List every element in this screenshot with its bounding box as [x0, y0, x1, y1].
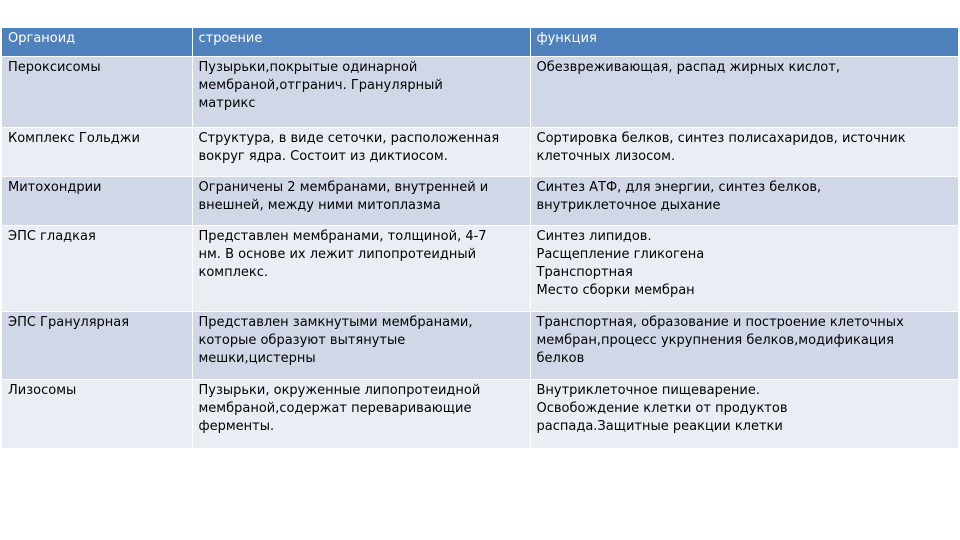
function-cell: Транспортная, образование и построение клеточных мембран,процесс укрупнения белков,модификация белков: [530, 312, 958, 380]
function-cell: Сортировка белков, синтез полисахаридов, источник клеточных лизосом.: [530, 128, 958, 177]
function-cell: Синтез АТФ, для энергии, синтез белков, внутриклеточное дыхание: [530, 177, 958, 226]
header-structure: строение: [192, 28, 530, 57]
organoid-cell: Пероксисомы: [2, 57, 192, 128]
table-row: [2, 312, 958, 380]
structure-cell: Пузырьки,покрытые одинарной мембраной,отгранич. Гранулярный матрикс: [192, 57, 530, 128]
organoid-cell: Митохондрии: [2, 177, 192, 226]
structure-cell: Пузырьки, окруженные липопротеидной мембраной,содержат переваривающие ферменты.: [192, 380, 530, 449]
structure-cell: Ограничены 2 мембранами, внутренней и внешней, между ними митоплазма: [192, 177, 530, 226]
organoid-table: [2, 28, 958, 449]
organoid-cell: ЭПС Гранулярная: [2, 312, 192, 380]
table-row: [2, 128, 958, 177]
function-cell: Обезвреживающая, распад жирных кислот,: [530, 57, 958, 128]
table-row: [2, 57, 958, 128]
function-cell: Внутриклеточное пищеварение. Освобождение клетки от продуктов распада.Защитные реакции клетки: [530, 380, 958, 449]
table-header-row: [2, 28, 958, 57]
organoid-cell: Комплекс Гольджи: [2, 128, 192, 177]
table-row: [2, 177, 958, 226]
structure-cell: Структура, в виде сеточки, расположенная вокруг ядра. Состоит из диктиосом.: [192, 128, 530, 177]
table-row: [2, 380, 958, 449]
header-organoid: Органоид: [2, 28, 192, 57]
function-cell: Синтез липидов. Расщепление гликогена Транспортная Место сборки мембран: [530, 226, 958, 312]
structure-cell: Представлен мембранами, толщиной, 4-7 нм. В основе их лежит липопротеидный комплекс.: [192, 226, 530, 312]
organoid-cell: Лизосомы: [2, 380, 192, 449]
table-row: [2, 226, 958, 312]
header-function: функция: [530, 28, 958, 57]
organoid-cell: ЭПС гладкая: [2, 226, 192, 312]
structure-cell: Представлен замкнутыми мембранами, которые образуют вытянутые мешки,цистерны: [192, 312, 530, 380]
